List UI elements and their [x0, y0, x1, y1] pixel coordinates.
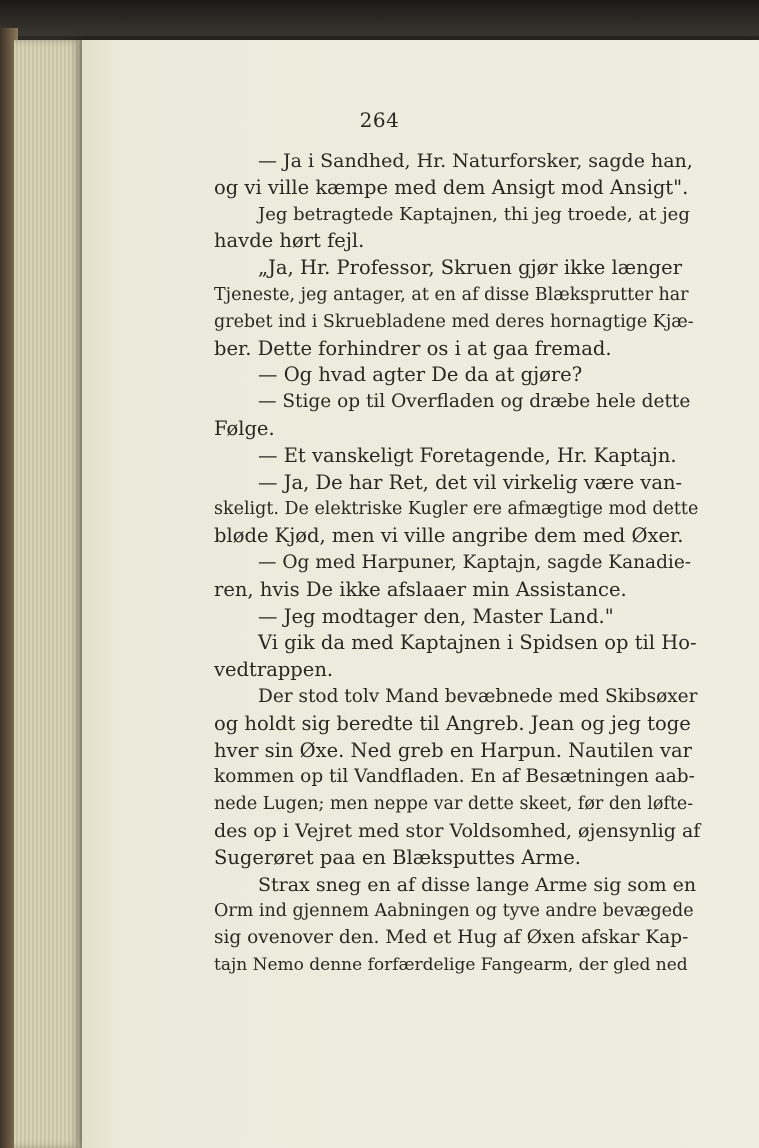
text-line: — Et vanskeligt Foretagende, Hr. Kaptajn.	[258, 443, 677, 467]
body-text	[214, 148, 699, 979]
text-line: — Jeg modtager den, Master Land."	[258, 604, 614, 628]
text-line: Jeg betragtede Kaptajnen, thi jeg troede, at jeg	[258, 203, 690, 225]
text-line: Følge.	[214, 416, 275, 440]
text-line: nede Lugen; men neppe var dette skeet, før den løfte-	[214, 794, 694, 815]
text-line: Strax sneg en af disse lange Arme sig som en	[258, 873, 697, 896]
text-line: sig ovenover den. Med et Hug af Øxen afskar Kap-	[214, 927, 689, 949]
text-line: Vi gik da med Kaptajnen i Spidsen op til Ho-	[258, 631, 697, 655]
text-line: og holdt sig beredte til Angreb. Jean og jeg toge	[214, 711, 691, 735]
text-line: — Og hvad agter De da at gjøre?	[258, 363, 583, 387]
page-edges	[14, 40, 86, 1148]
text-line: — Ja i Sandhed, Hr. Naturforsker, sagde han,	[258, 150, 693, 172]
text-line: kommen op til Vandfladen. En af Besætningen aab-	[214, 766, 695, 788]
text-line: Tjeneste, jeg antager, at en af disse Blæksprutter har	[214, 284, 689, 305]
text-line: bløde Kjød, men vi ville angribe dem med Øxer.	[214, 524, 684, 548]
text-line: ber. Dette forhindrer os i at gaa fremad.	[214, 336, 612, 360]
text-line: Der stod tolv Mand bevæbnede med Skibsøxer	[258, 685, 698, 707]
text-line: des op i Vejret med stor Voldsomhed, øjensynlig af	[214, 819, 701, 842]
text-line: ren, hvis De ikke afslaaer min Assistance.	[214, 577, 627, 601]
scan-background-top	[0, 0, 759, 36]
text-line: Sugerøret paa en Blæksputtes Arme.	[214, 845, 581, 869]
text-line: — Og med Harpuner, Kaptajn, sagde Kanadie-	[258, 551, 692, 573]
text-line: — Ja, De har Ret, det vil virkelig være van-	[258, 470, 683, 494]
text-line: skeligt. De elektriske Kugler ere afmægtige mod dette	[214, 499, 699, 520]
page-number: 264	[359, 108, 400, 132]
text-line: — Stige op til Overfladen og dræbe hele dette	[258, 391, 691, 413]
text-line: og vi ville kæmpe med dem Ansigt mod Ansigt".	[214, 175, 689, 199]
text-line: tajn Nemo denne forfærdelige Fangearm, der gled ned	[214, 954, 688, 975]
text-line: „Ja, Hr. Professor, Skruen gjør ikke længer	[258, 256, 683, 280]
text-line: Orm ind gjennem Aabningen og tyve andre bevægede	[214, 901, 694, 922]
text-line: hver sin Øxe. Ned greb en Harpun. Nautilen var	[214, 738, 692, 762]
text-line: vedtrappen.	[214, 658, 334, 682]
text-line: grebet ind i Skruebladene med deres hornagtige Kjæ-	[214, 311, 694, 332]
text-line: havde hørt fejl.	[214, 229, 365, 253]
